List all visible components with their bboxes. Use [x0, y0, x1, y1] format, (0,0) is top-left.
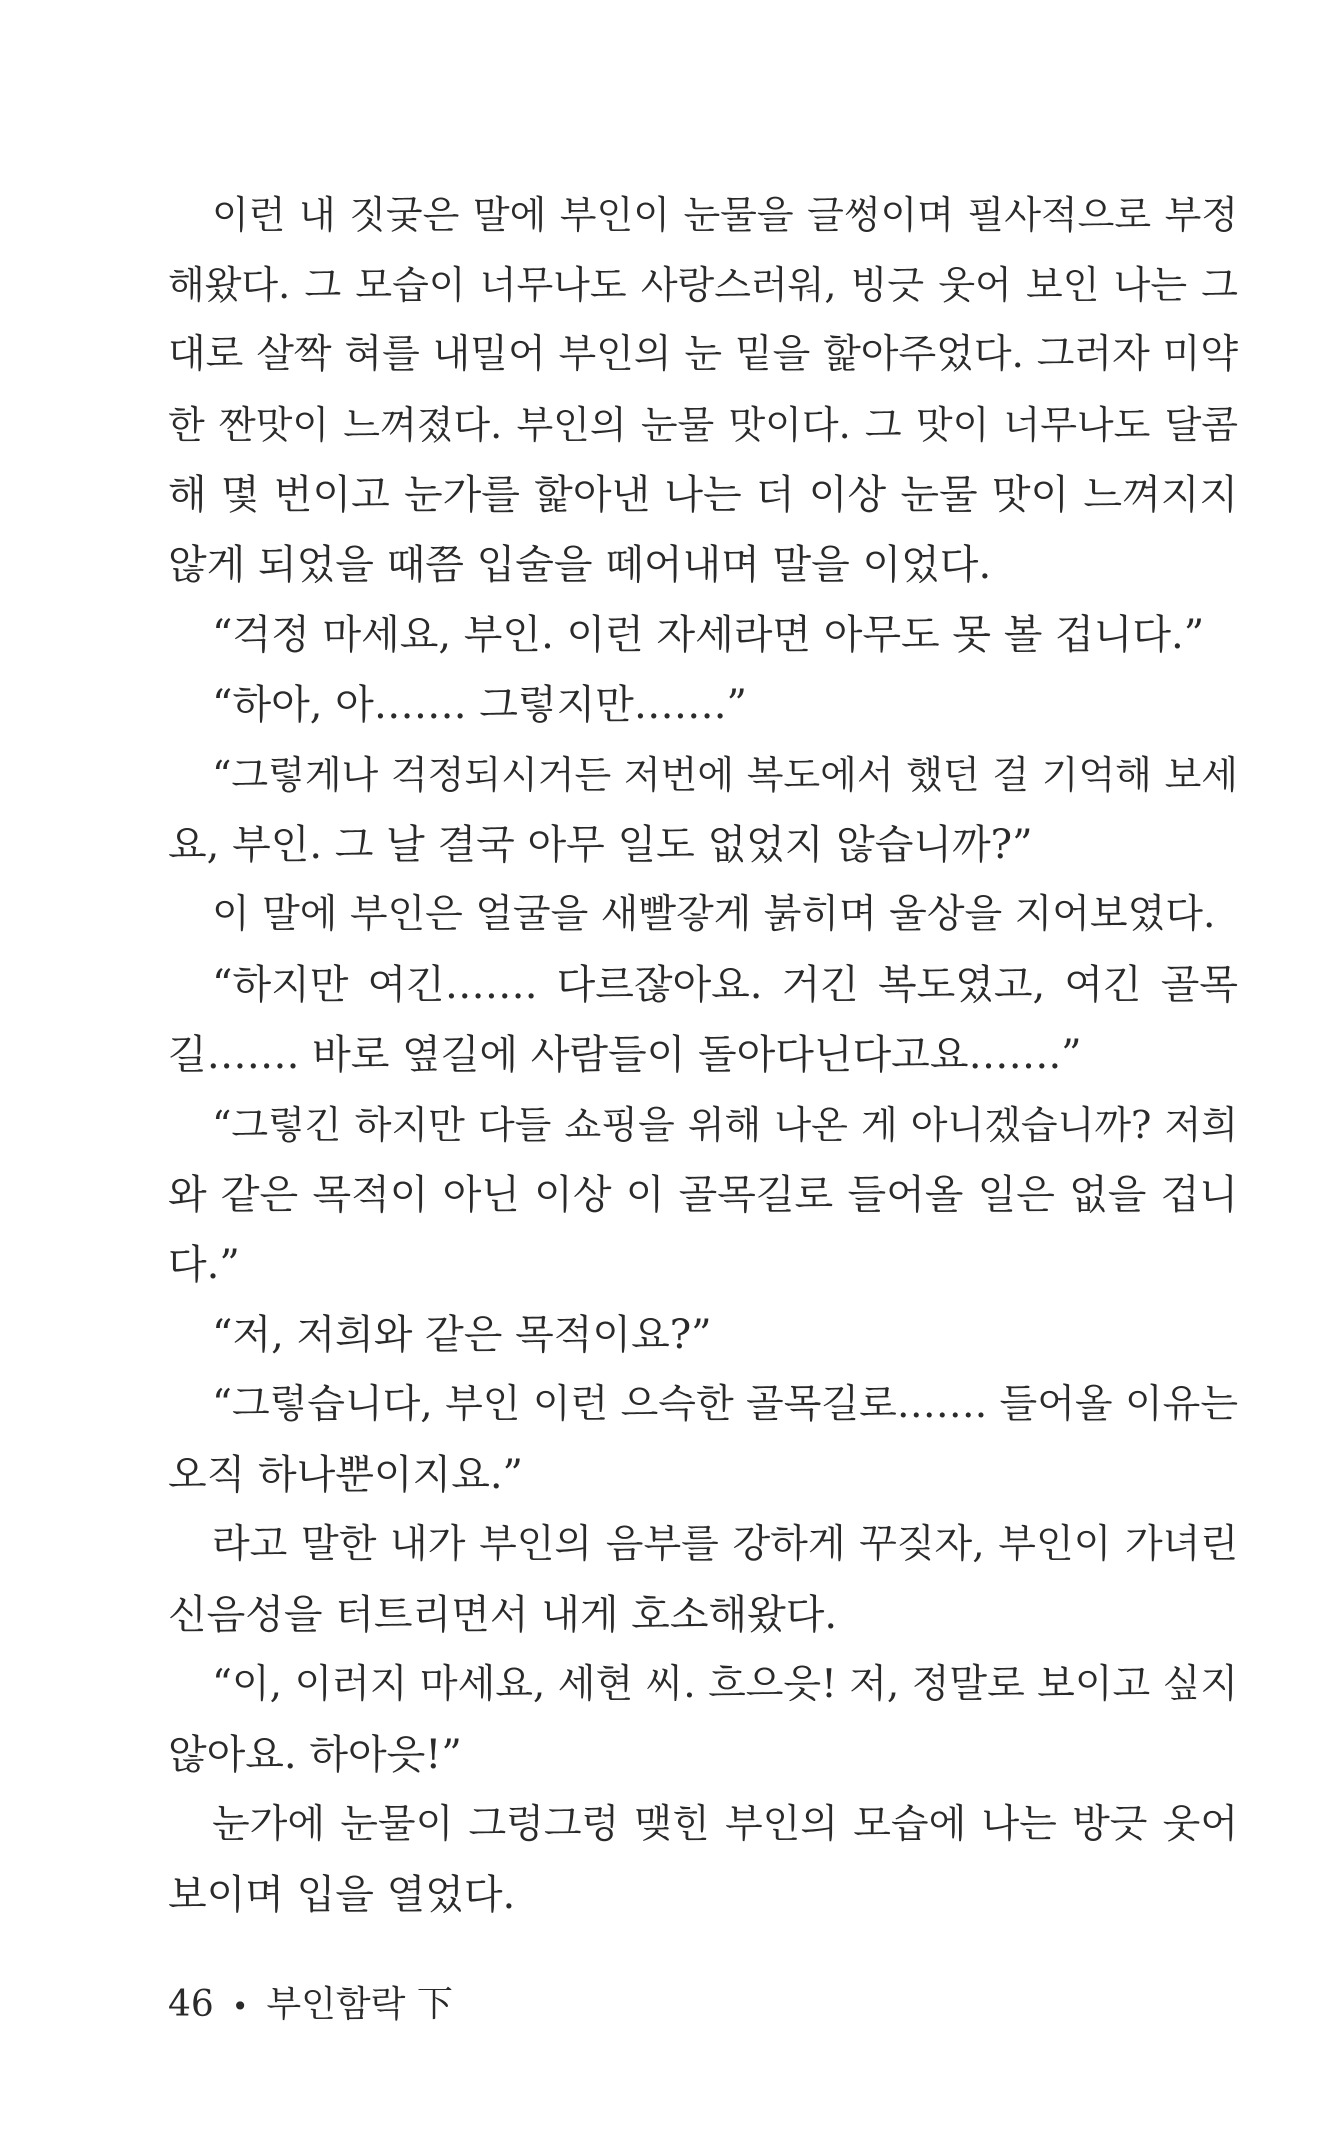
- text-line: 요, 부인. 그 날 결국 아무 일도 없었지 않습니까?”: [168, 822, 1033, 868]
- text-line: 해왔다. 그 모습이 너무나도 사랑스러워, 빙긋 웃어 보인 나는 그: [168, 263, 1238, 307]
- paragraph: [168, 670, 1238, 740]
- text-line: 않아요. 하아읏!”: [168, 1732, 462, 1778]
- book-title: 부인함락 下: [266, 1984, 453, 2025]
- text-line: “그렇긴 하지만 다들 쇼핑을 위해 나온 게 아니겠습니까? 저희: [212, 1103, 1238, 1147]
- text-line: 와 같은 목적이 아닌 이상 이 골목길로 들어올 일은 없을 겁니: [168, 1172, 1238, 1218]
- text-line: “이, 이러지 마세요, 세현 씨. 흐으읏! 저, 정말로 보이고 싶지: [212, 1662, 1238, 1707]
- text-line: 한 짠맛이 느껴졌다. 부인의 눈물 맛이다. 그 맛이 너무나도 달콤: [168, 403, 1238, 447]
- paragraph: [168, 1370, 1238, 1510]
- paragraph: [168, 600, 1238, 670]
- text-line: 오직 하나뿐이지요.”: [168, 1452, 523, 1498]
- paragraph: [168, 1510, 1238, 1650]
- footer-separator: •: [231, 1990, 249, 2023]
- text-line: “걱정 마세요, 부인. 이런 자세라면 아무도 못 볼 겁니다.”: [212, 612, 1205, 658]
- text-line: 신음성을 터트리면서 내게 호소해왔다.: [168, 1592, 838, 1638]
- page-footer: [168, 1980, 453, 2032]
- paragraph: [168, 1790, 1238, 1930]
- text-line: 라고 말한 내가 부인의 음부를 강하게 꾸짖자, 부인이 가녀린: [212, 1522, 1238, 1567]
- paragraph: [168, 950, 1238, 1090]
- paragraph: [168, 1090, 1238, 1300]
- text-line: 않게 되었을 때쯤 입술을 떼어내며 말을 이었다.: [168, 542, 992, 588]
- text-line: “그렇게나 걱정되시거든 저번에 복도에서 했던 걸 기억해 보세: [212, 753, 1238, 797]
- paragraph: [168, 740, 1238, 880]
- paragraph: [168, 880, 1238, 950]
- text-line: “저, 저희와 같은 목적이요?”: [212, 1312, 712, 1358]
- text-line: 다.”: [168, 1242, 240, 1288]
- body-text: [168, 180, 1238, 1930]
- paragraph: [168, 1300, 1238, 1370]
- text-line: 보이며 입을 열었다.: [168, 1872, 516, 1918]
- text-line: 눈가에 눈물이 그렁그렁 맺힌 부인의 모습에 나는 방긋 웃어: [212, 1802, 1238, 1847]
- text-line: 이 말에 부인은 얼굴을 새빨갛게 붉히며 울상을 지어보였다.: [212, 892, 1216, 937]
- text-line: 이런 내 짓궂은 말에 부인이 눈물을 글썽이며 필사적으로 부정: [212, 193, 1238, 237]
- text-line: “하지만 여긴……. 다르잖아요. 거긴 복도였고, 여긴 골목: [212, 962, 1238, 1008]
- paragraph: [168, 1650, 1238, 1790]
- text-line: 길……. 바로 옆길에 사람들이 돌아다닌다고요…….”: [168, 1032, 1082, 1078]
- text-line: 해 몇 번이고 눈가를 핥아낸 나는 더 이상 눈물 맛이 느껴지지: [168, 472, 1238, 518]
- paragraph: [168, 180, 1238, 600]
- text-line: 대로 살짝 혀를 내밀어 부인의 눈 밑을 핥아주었다. 그러자 미약: [168, 332, 1238, 377]
- page-number: 46: [168, 1984, 214, 2025]
- text-line: “그렇습니다, 부인 이런 으슥한 골목길로……. 들어올 이유는: [212, 1382, 1238, 1427]
- text-line: “하아, 아……. 그렇지만…….”: [212, 682, 747, 728]
